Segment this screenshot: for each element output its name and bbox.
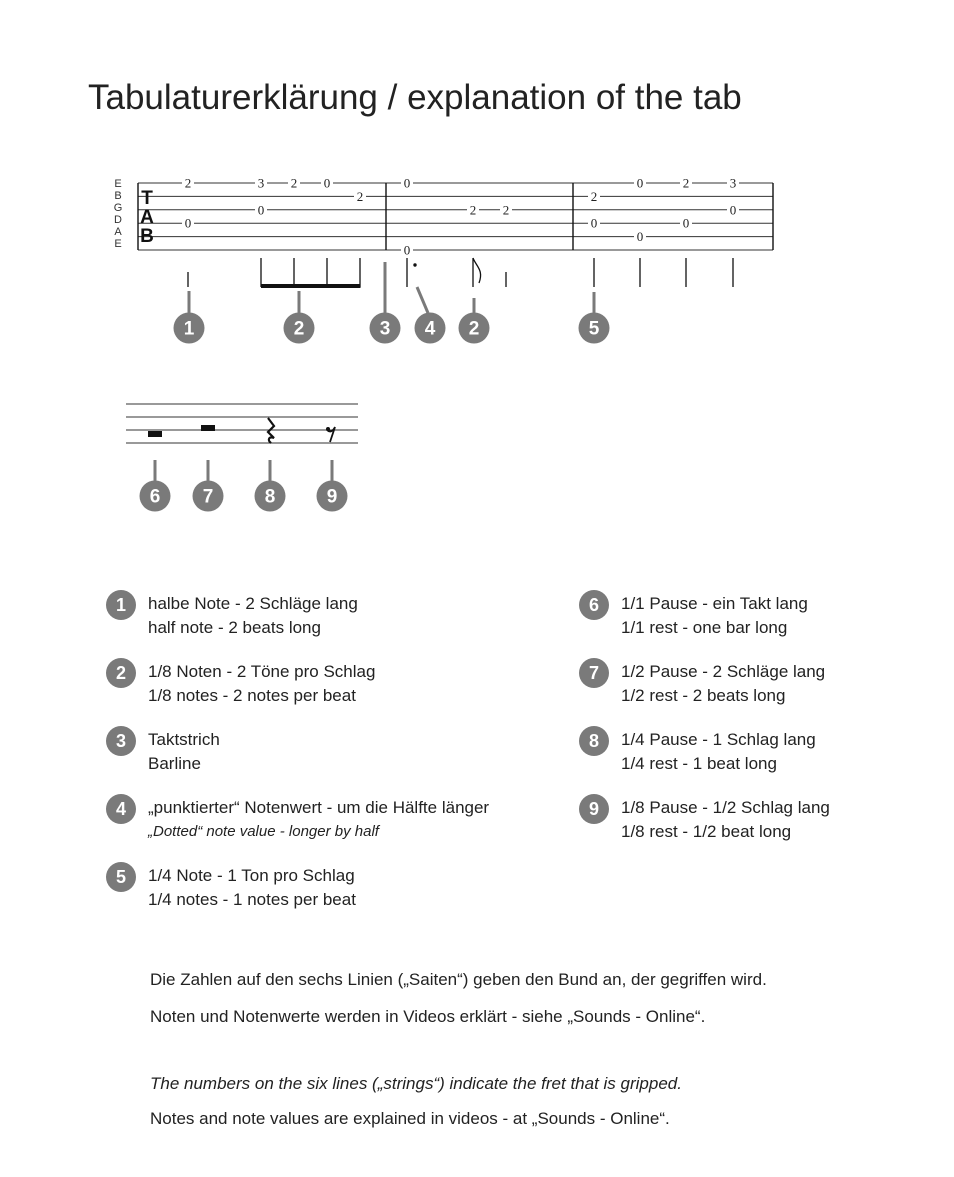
legend-item <box>579 796 830 844</box>
legend-item <box>106 660 489 708</box>
fret-numbers <box>182 176 739 258</box>
fret-number: 2 <box>290 175 298 191</box>
callout-number: 7 <box>202 486 214 508</box>
page-title: Tabulaturerklärung / explanation of the tab <box>88 78 742 117</box>
string-name: E <box>114 178 122 190</box>
legend-number-badge: 9 <box>579 794 609 824</box>
fret-number: 0 <box>403 175 411 191</box>
fret-number: 2 <box>502 202 510 218</box>
callout-number: 5 <box>588 318 600 340</box>
legend-item <box>106 592 489 640</box>
callout-number: 8 <box>264 486 276 508</box>
fret-number: 0 <box>729 202 737 218</box>
callout-leader <box>417 287 428 313</box>
fret-number: 0 <box>257 202 265 218</box>
legend-text-de: „punktierter“ Notenwert - um die Hälfte länger <box>148 798 490 817</box>
legend-text-en: 1/8 notes - 2 notes per beat <box>148 686 356 705</box>
legend-number-badge: 1 <box>106 590 136 620</box>
callout-number: 6 <box>149 486 161 508</box>
legend-text-en: half note - 2 beats long <box>148 618 321 637</box>
fret-number: 2 <box>682 175 690 191</box>
tab-staff <box>138 183 773 250</box>
fret-number: 0 <box>323 175 331 191</box>
string-name: A <box>114 226 122 238</box>
half-rest <box>201 425 215 431</box>
eighth-beam <box>261 284 361 288</box>
fret-number: 3 <box>257 175 265 191</box>
legend-number-badge: 8 <box>579 726 609 756</box>
string-name: E <box>114 238 122 250</box>
fret-number: 2 <box>184 175 192 191</box>
legend-left <box>106 592 489 932</box>
fret-number: 2 <box>469 202 477 218</box>
tab-clef <box>140 188 154 247</box>
legend-item <box>579 592 830 640</box>
legend-number-badge: 3 <box>106 726 136 756</box>
legend-text-de: 1/1 Pause - ein Takt lang <box>621 594 808 613</box>
string-name: G <box>113 202 123 214</box>
callout-number: 4 <box>424 318 436 340</box>
legend-number-badge: 4 <box>106 794 136 824</box>
whole-rest <box>148 431 162 437</box>
string-names <box>114 178 123 250</box>
legend-item <box>106 728 489 776</box>
legend-text-de: 1/8 Pause - 1/2 Schlag lang <box>621 798 830 817</box>
legend-text-de: 1/2 Pause - 2 Schläge lang <box>621 662 826 681</box>
fret-number: 2 <box>356 188 364 204</box>
legend-item <box>106 864 489 912</box>
callout-number: 9 <box>326 486 338 508</box>
callout-number: 2 <box>468 318 480 340</box>
footer-en-1: The numbers on the six lines („strings“) indicate the fret that is gripped. <box>150 1074 682 1093</box>
rhythm-notation <box>188 258 733 288</box>
legend-text-en: Barline <box>148 754 201 773</box>
fret-number: 0 <box>590 215 598 231</box>
footer-de-1: Die Zahlen auf den sechs Linien („Saiten“) geben den Bund an, der gegriffen wird. <box>150 970 767 989</box>
legend-number-badge: 7 <box>579 658 609 688</box>
callouts <box>140 262 610 512</box>
legend-text-de: halbe Note - 2 Schläge lang <box>148 594 358 613</box>
footer-de-2: Noten und Notenwerte werden in Videos erklärt - siehe „Sounds - Online“. <box>150 1007 706 1026</box>
tab-diagram <box>0 0 954 560</box>
fret-number: 0 <box>636 229 644 245</box>
legend-text-en: 1/1 rest - one bar long <box>621 618 788 637</box>
legend-text-en: 1/2 rest - 2 beats long <box>621 686 786 705</box>
legend-number-badge: 5 <box>106 862 136 892</box>
legend-item <box>106 796 489 844</box>
string-name: D <box>114 214 122 226</box>
legend-text-de: 1/8 Noten - 2 Töne pro Schlag <box>148 662 376 681</box>
fret-number: 3 <box>729 175 737 191</box>
augmentation-dot <box>413 263 416 266</box>
callout-number: 1 <box>183 318 195 340</box>
legend-number-badge: 6 <box>579 590 609 620</box>
fret-number: 0 <box>184 215 192 231</box>
clef-letter: A <box>140 207 154 228</box>
legend-item <box>579 660 830 708</box>
string-name: B <box>114 190 122 202</box>
legend-text-en: 1/4 rest - 1 beat long <box>621 754 777 773</box>
legend-right <box>579 592 830 864</box>
legend-text-de: 1/4 Note - 1 Ton pro Schlag <box>148 866 355 885</box>
legend-text-en: 1/4 notes - 1 notes per beat <box>148 890 356 909</box>
callout-number: 2 <box>293 318 305 340</box>
fret-number: 0 <box>636 175 644 191</box>
legend-text-de: 1/4 Pause - 1 Schlag lang <box>621 730 816 749</box>
eighth-flag <box>473 258 481 283</box>
clef-letter: T <box>141 188 153 209</box>
footer-en-2: Notes and note values are explained in videos - at „Sounds - Online“. <box>150 1109 670 1128</box>
clef-letter: B <box>140 226 154 247</box>
fret-number: 0 <box>682 215 690 231</box>
legend-number-badge: 2 <box>106 658 136 688</box>
legend-item <box>579 728 830 776</box>
rest-staff <box>126 404 358 443</box>
callout-number: 3 <box>379 318 391 340</box>
legend-text-en: „Dotted“ note value - longer by half <box>148 823 379 840</box>
fret-number: 2 <box>590 188 598 204</box>
legend-text-de: Taktstrich <box>148 730 220 749</box>
fret-number: 0 <box>403 242 411 258</box>
legend-text-en: 1/8 rest - 1/2 beat long <box>621 822 792 841</box>
